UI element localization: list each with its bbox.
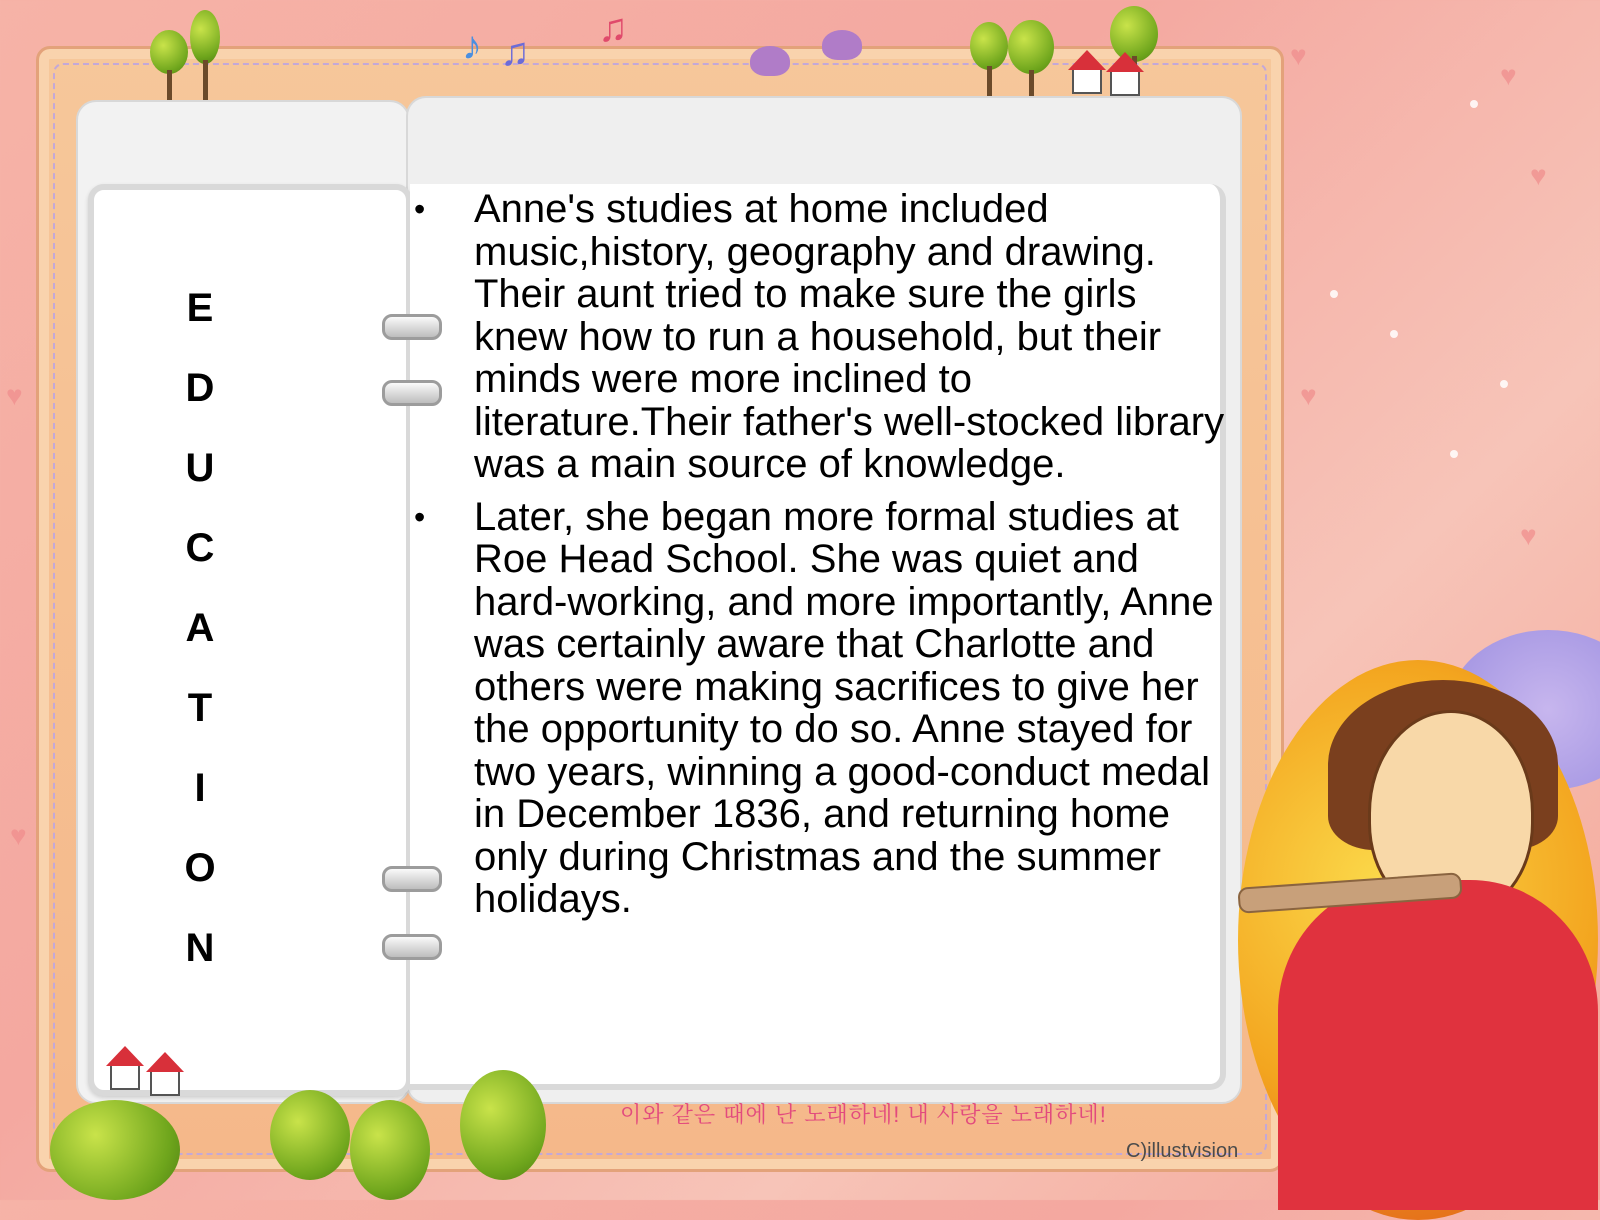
heart-icon: ♥: [1300, 380, 1317, 411]
music-note-icon: ♫: [500, 30, 530, 74]
music-note-icon: ♫: [598, 6, 628, 50]
house-icon: [150, 1070, 180, 1096]
title-letter: E: [186, 286, 214, 330]
bullet-symbol: •: [414, 191, 426, 227]
heart-icon: ♥: [10, 820, 27, 851]
house-icon: [1072, 68, 1102, 94]
tree-icon: [50, 1100, 180, 1200]
tree-icon: [190, 10, 220, 64]
bullet-item: [410, 188, 1240, 486]
house-icon: [110, 1064, 140, 1090]
music-note-icon: ♪: [462, 24, 482, 68]
title-letter: N: [185, 926, 215, 970]
tree-icon: [970, 22, 1008, 70]
title-card: [88, 184, 412, 1096]
sparkle-dot: [1500, 380, 1508, 388]
bird-icon: [822, 30, 862, 60]
bullet-item: [410, 496, 1240, 921]
tree-icon: [460, 1070, 546, 1180]
house-icon: [1110, 70, 1140, 96]
bullet-text: Anne's studies at home included music,history, geography and drawing. Their aunt tried to make sure the girls knew how to run a household, but their minds were more inclined to literature.Their father's well-stocked library was a main source of knowledge.: [474, 187, 1225, 486]
illustration-credit: C)illustvision: [1126, 1140, 1239, 1162]
title-letter: T: [187, 686, 213, 730]
sparkle-dot: [1390, 330, 1398, 338]
sparkle-dot: [1450, 450, 1458, 458]
tree-icon: [150, 30, 188, 74]
title-letter: U: [185, 446, 215, 490]
title-letter: O: [184, 846, 216, 890]
title-letter: C: [185, 526, 215, 570]
tree-icon: [1008, 20, 1054, 74]
bullet-symbol: •: [414, 498, 426, 535]
girl-playing-flute-illustration: [1238, 630, 1600, 1200]
title-letter: I: [194, 766, 206, 810]
heart-icon: ♥: [6, 380, 23, 411]
sparkle-dot: [1330, 290, 1338, 298]
vertical-title-education: [170, 268, 230, 988]
heart-icon: ♥: [1530, 160, 1547, 191]
title-letter: A: [185, 606, 215, 650]
binder-ring: [382, 934, 442, 960]
bullet-text: Later, she began more formal studies at Roe Head School. She was quiet and hard-working, and more importantly, Anne was certainly aware that Charlotte and others were making sacrifices to give her the opportunity to do so. Anne stayed for two years, winning a good-conduct medal in December 1836, and returning home only during Christmas and the summer holidays.: [474, 494, 1214, 921]
heart-icon: ♥: [1500, 60, 1517, 91]
tree-icon: [350, 1100, 430, 1200]
bullet-list: [410, 188, 1240, 931]
bird-icon: [750, 46, 790, 76]
heart-icon: ♥: [1290, 40, 1307, 71]
sparkle-dot: [1470, 100, 1478, 108]
korean-caption: 이와 같은 때에 난 노래하네! 내 사랑을 노래하네!: [620, 1102, 1107, 1127]
title-letter: D: [185, 366, 215, 410]
tree-icon: [270, 1090, 350, 1180]
heart-icon: ♥: [1520, 520, 1537, 551]
